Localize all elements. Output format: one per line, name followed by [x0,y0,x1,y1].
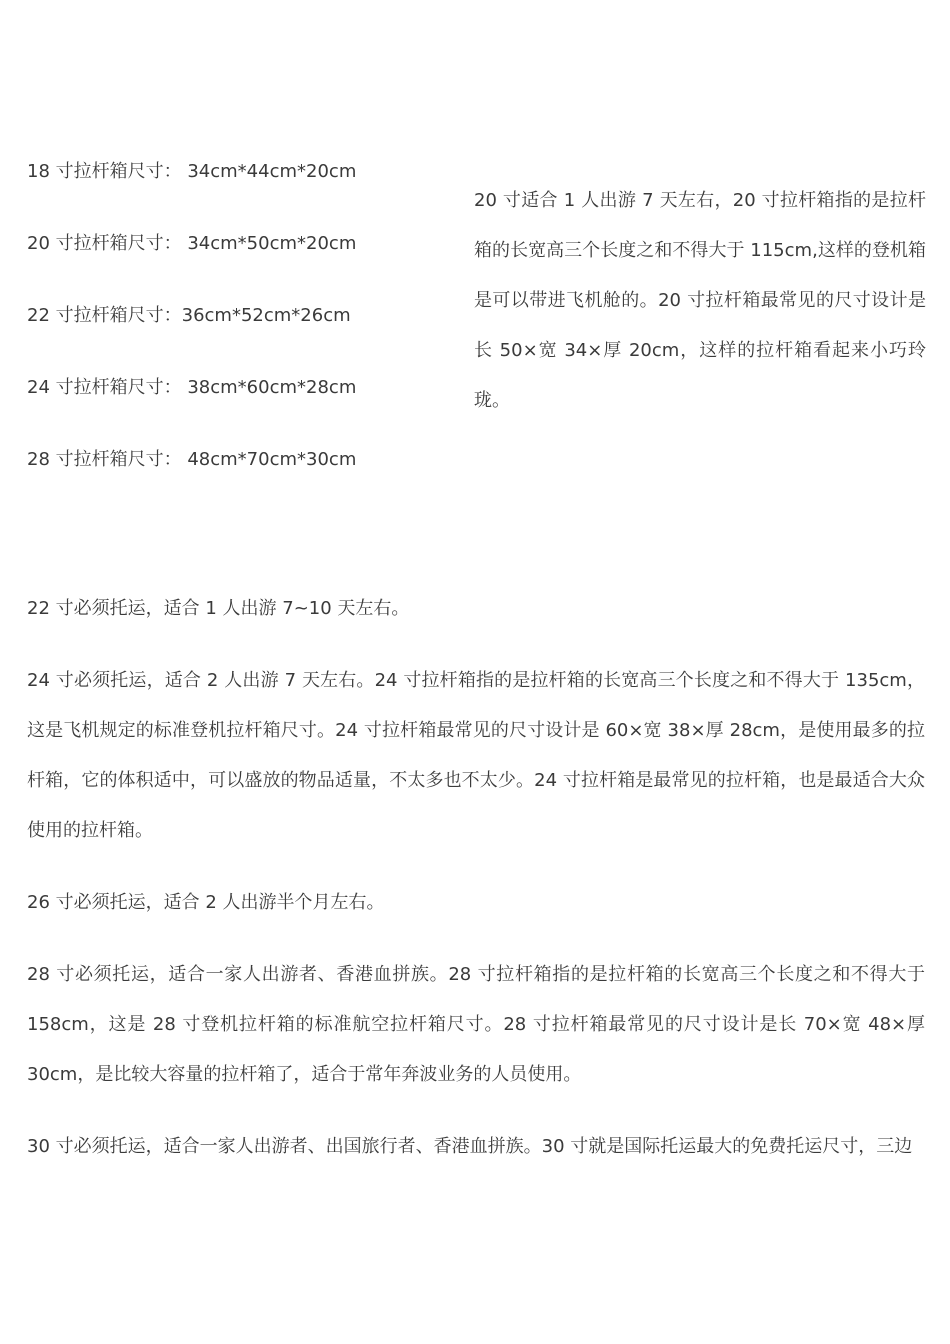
side-note-20-inch: 20 寸适合 1 人出游 7 天左右，20 寸拉杆箱指的是拉杆箱的长宽高三个长度之和不得大于 115cm,这样的登机箱是可以带进飞机舱的。20 寸拉杆箱最常见的尺寸设计是长 50×宽 34×厚 20cm，这样的拉杆箱看起来小巧玲珑。 [474,190,926,411]
paragraph-30-inch: 30 寸必须托运，适合一家人出游者、出国旅行者、香港血拼族。30 寸就是国际托运最大的免费托运尺寸，三边 [27,1136,913,1157]
paragraph-26-inch: 26 寸必须托运，适合 2 人出游半个月左右。 [27,892,385,913]
paragraph-22-inch: 22 寸必须托运，适合 1 人出游 7~10 天左右。 [27,598,410,619]
paragraph-28-inch: 28 寸必须托运，适合一家人出游者、香港血拼族。28 寸拉杆箱指的是拉杆箱的长宽高三个长度之和不得大于 158cm，这是 28 寸登机拉杆箱的标准航空拉杆箱尺寸。28 寸拉杆箱最常见的尺寸设计是长 70×宽 48×厚 30cm，是比较大容量的拉杆箱了，适合于常年奔波业务的人员使用。 [27,964,925,1085]
body-text [27,584,925,1194]
size-row-28: 28 寸拉杆箱尺寸： 48cm*70cm*30cm [27,449,357,470]
size-row-18: 18 寸拉杆箱尺寸： 34cm*44cm*20cm [27,161,357,182]
size-row-20: 20 寸拉杆箱尺寸： 34cm*50cm*20cm [27,233,357,254]
size-list [27,156,447,516]
paragraph-24-inch: 24 寸必须托运，适合 2 人出游 7 天左右。24 寸拉杆箱指的是拉杆箱的长宽高三个长度之和不得大于 135cm，这是飞机规定的标准登机拉杆箱尺寸。24 寸拉杆箱最常见的尺寸设计是 60×宽 38×厚 28cm，是使用最多的拉杆箱，它的体积适中，可以盛放的物品适量，不太多也不太少。24 寸拉杆箱是最常见的拉杆箱，也是最适合大众使用的拉杆箱。 [27,670,925,841]
size-row-22: 22 寸拉杆箱尺寸：36cm*52cm*26cm [27,305,351,326]
size-row-24: 24 寸拉杆箱尺寸： 38cm*60cm*28cm [27,377,357,398]
